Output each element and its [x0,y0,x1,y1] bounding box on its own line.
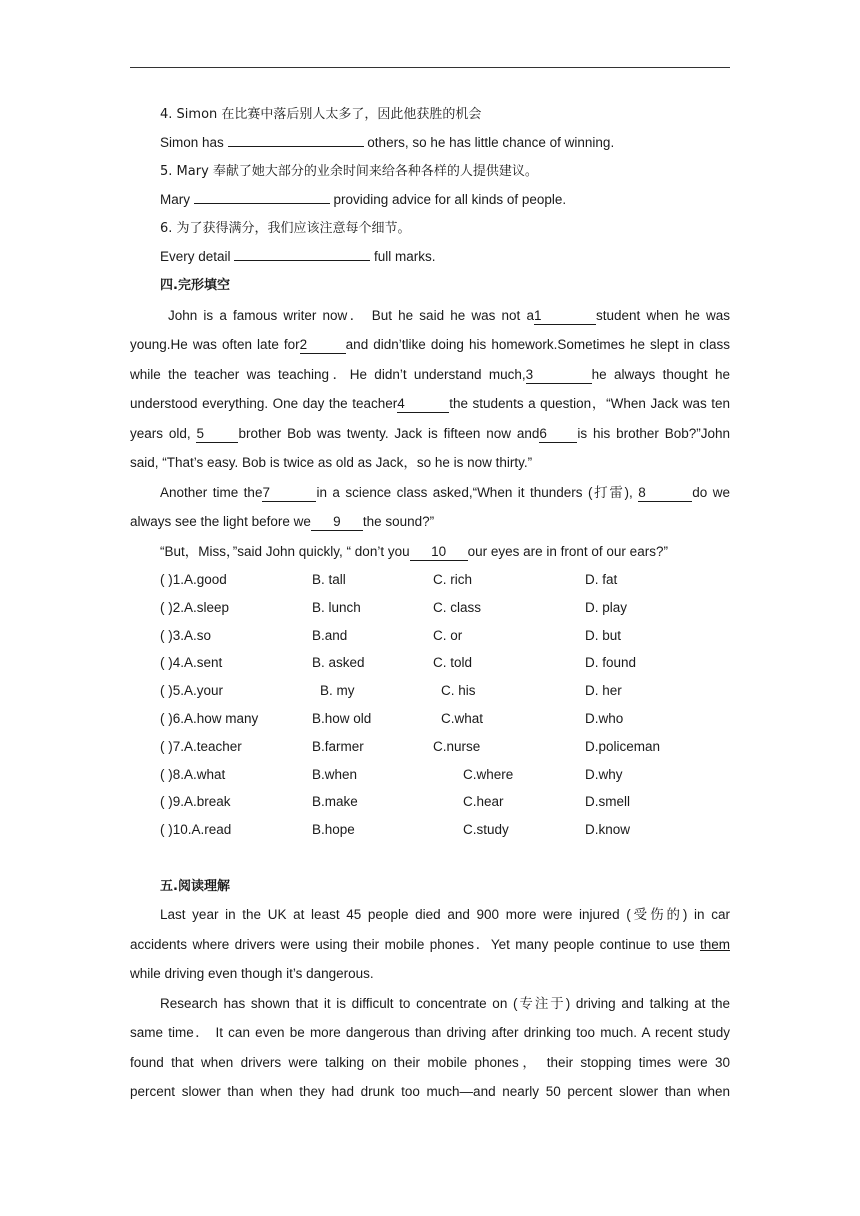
option-row: ( )2.A.sleep B. lunch C. class D. play [160,599,628,615]
header-rule [130,67,730,68]
translation-item-6-en: Every detail full marks. [160,248,436,264]
cloze-line: Another time the7 in a science class asked,“When it thunders (打雷), 8 do we [160,484,730,500]
translation-item-4-cn: 4. Simon 在比赛中落后别人太多了，因此他获胜的机会 [160,107,482,122]
option-row: ( )8.A.what B.when C.where D.why [160,766,623,782]
cloze-line: John is a famous writer now． But he said he was not a1 student when he was [168,307,730,323]
option-row: ( )6.A.how many B.how old C.what D.who [160,710,624,726]
option-row: ( )10.A.read B.hope C.study D.know [160,822,631,838]
option-row: ( )5.A.your B. my C. his D. her [160,683,622,699]
translation-item-5-en: Mary providing advice for all kinds of people. [160,191,567,207]
cloze-passage [130,301,730,567]
option-row: ( )7.A.teacher B.farmer C.nurse D.policeman [160,738,661,754]
option-row: ( )3.A.so B.and C. or D. but [160,627,622,643]
reading-line: Research has shown that it is difficult to concentrate on (专注于) driving and talking at the [160,995,730,1011]
cloze-line: understood everything. One day the teacher4 the students a question，“When Jack was ten [130,396,730,411]
cloze-options [130,566,730,844]
section-title-cloze: 四.完形填空 [160,278,230,293]
translation-item-4-en: Simon has others, so he has little chance of winning. [160,134,615,150]
reading-line: same time． It can even be more dangerous than driving after drinking too much. A recent study [130,1025,730,1041]
translation-item-5-cn: 5. Mary 奉献了她大部分的业余时间来给各种各样的人提供建议。 [160,164,538,179]
cloze-line: said, “That’s easy. Bob is twice as old as Jack，so he is now thirty.” [130,455,533,470]
reading-passage [130,900,730,1107]
reading-line: Last year in the UK at least 45 people died and 900 more were injured (受伤的) in car [160,907,730,923]
reading-line: accidents where drivers were using their mobile phones．Yet many people continue to use them [130,936,730,952]
translation-item-6-cn: 6. 为了获得满分，我们应该注意每个细节。 [160,221,411,236]
cloze-line: while the teacher was teaching．He didn’t understand much,3 he always thought he [130,366,730,382]
option-row: ( )9.A.break B.make C.hear D.smell [160,794,631,810]
document-page [130,100,730,1107]
reading-line: percent slower than when they had drunk too much—and nearly 50 percent slower than when [130,1084,730,1100]
cloze-line: young.He was often late for2 and didn’tlike doing his homework.Sometimes he slept in class [130,337,730,352]
section-title-reading: 五.阅读理解 [160,878,230,894]
option-row: ( )4.A.sent B. asked C. told D. found [160,655,637,671]
cloze-line: “But，Miss，”said John quickly, “ don’t you 10 our eyes are in front of our ears?” [160,543,668,559]
reading-line: while driving even though it’s dangerous. [130,966,374,982]
option-row: ( )1.A.good B. tall C. rich D. fat [160,572,618,587]
cloze-line: always see the light before we 9 the sound?” [130,514,435,529]
cloze-line: years old, 5 brother Bob was twenty. Jack is fifteen now and6 is his brother Bob?”John [130,425,730,441]
reading-line: found that when drivers were talking on their mobile phones， their stopping times were 30 [130,1054,730,1070]
